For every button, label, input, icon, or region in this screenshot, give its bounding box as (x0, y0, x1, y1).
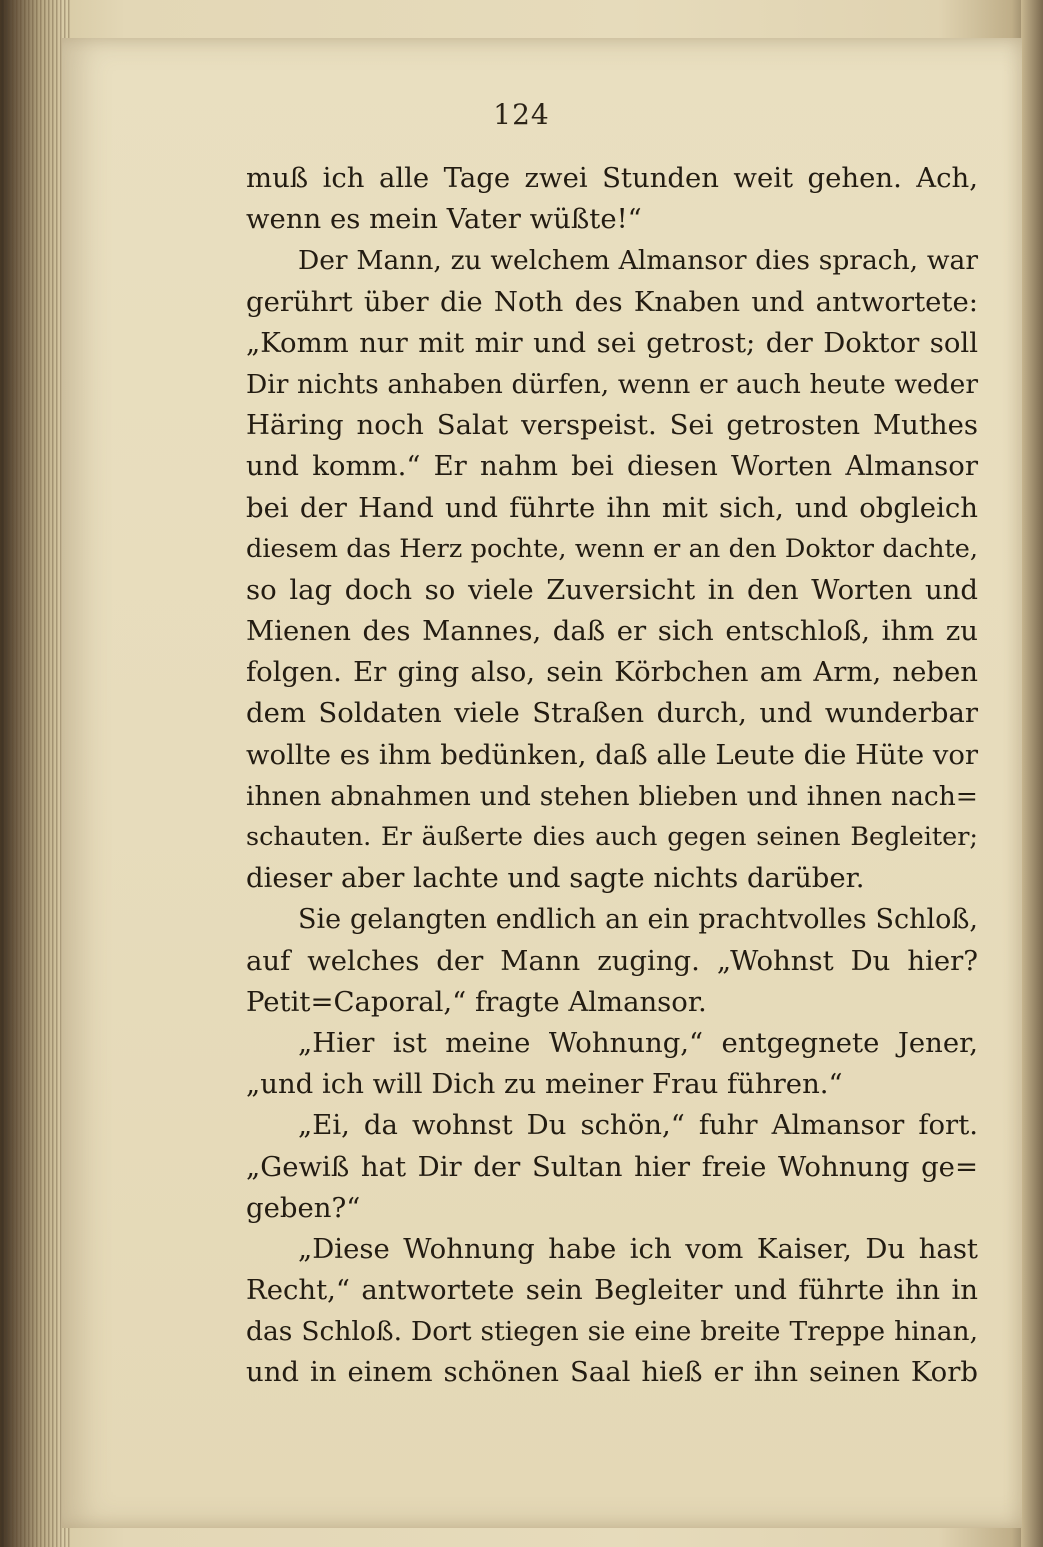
text-line: und komm.“ Er nahm bei diesen Worten Almansor (246, 450, 978, 483)
right-page-edge (1021, 0, 1043, 1547)
text-line: Petit=Caporal,“ fragte Almansor. (246, 985, 707, 1018)
text-line: muß ich alle Tage zwei Stunden weit gehen. Ach, (246, 162, 978, 194)
body-text (246, 158, 978, 1394)
text-line: „Ei, da wohnst Du schön,“ fuhr Almansor fort. (298, 1109, 978, 1142)
text-line: geben?“ (246, 1191, 361, 1224)
text-line: dieser aber lachte und sagte nichts darüber. (246, 862, 865, 895)
text-line: Häring noch Salat verspeist. Sei getrosten Muthes (246, 409, 978, 442)
text-line: „Komm nur mit mir und sei getrost; der Doktor soll (246, 326, 978, 359)
text-line: Sie gelangten endlich an ein prachtvolles Schloß, (298, 904, 978, 936)
text-line: wenn es mein Vater wüßte!“ (246, 203, 642, 236)
page-number: 124 (493, 98, 550, 131)
text-line: „und ich will Dich zu meiner Frau führen.“ (246, 1068, 843, 1101)
text-line: ihnen abnahmen und stehen blieben und ihnen nach= (246, 780, 978, 812)
text-line: Dir nichts anhaben dürfen, wenn er auch heute weder (246, 368, 978, 400)
page-edges (0, 0, 70, 1547)
text-line: wollte es ihm bedünken, daß alle Leute die Hüte vor (246, 738, 979, 771)
text-line: „Diese Wohnung habe ich vom Kaiser, Du hast (298, 1232, 978, 1265)
text-line: auf welches der Mann zuging. „Wohnst Du hier? (246, 944, 978, 977)
text-line: bei der Hand und führte ihn mit sich, und obgleich (246, 491, 978, 524)
text-line: Der Mann, zu welchem Almansor dies sprach, war (298, 245, 978, 277)
text-line: Mienen des Mannes, daß er sich entschloß, ihm zu (246, 615, 978, 648)
text-line: diesem das Herz pochte, wenn er an den Doktor dachte, (246, 533, 978, 564)
text-line: folgen. Er ging also, sein Körbchen am Arm, neben (246, 656, 978, 689)
text-line: schauten. Er äußerte dies auch gegen seinen Begleiter; (246, 822, 978, 852)
text-line: Recht,“ antwortete sein Begleiter und führte ihn in (246, 1274, 978, 1307)
text-line: „Gewiß hat Dir der Sultan hier freie Wohnung ge= (246, 1150, 978, 1183)
text-line: und in einem schönen Saal hieß er ihn seinen Korb (246, 1356, 978, 1389)
text-line: „Hier ist meine Wohnung,“ entgegnete Jener, (298, 1026, 978, 1059)
text-line: das Schloß. Dort stiegen sie eine breite Treppe hinan, (246, 1316, 978, 1348)
text-line: dem Soldaten viele Straßen durch, und wunderbar (246, 697, 978, 730)
text-line: so lag doch so viele Zuversicht in den Worten und (246, 573, 978, 606)
text-line: gerührt über die Noth des Knaben und antwortete: (246, 285, 978, 318)
